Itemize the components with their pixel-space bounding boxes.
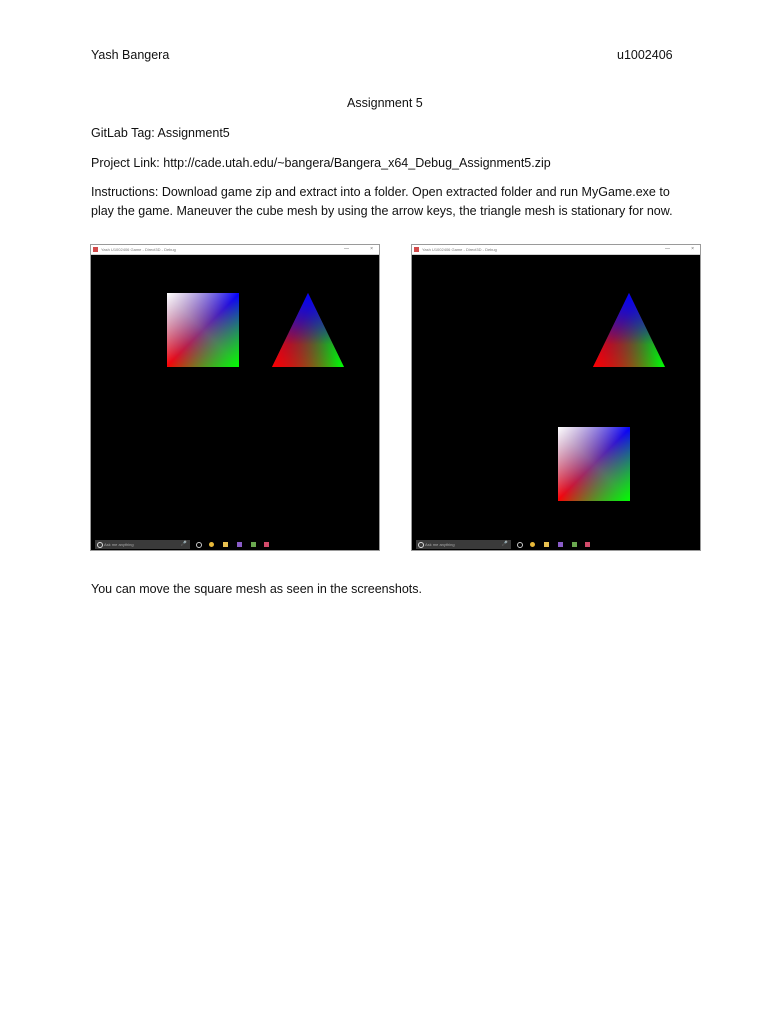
window-title: Yash U1002406 Game - Direct3D - Debug (101, 247, 176, 252)
folder-icon (544, 542, 549, 547)
screenshot-window-1 (90, 244, 380, 551)
taskbar-search (95, 540, 190, 549)
minimize-icon: — (665, 246, 670, 252)
folder-icon (223, 542, 228, 547)
footer-note: You can move the square mesh as seen in the screenshots. (91, 582, 422, 596)
document-title: Assignment 5 (347, 96, 423, 110)
taskbar (91, 539, 379, 550)
game-icon (264, 542, 269, 547)
app-icon (93, 247, 98, 252)
game-icon (585, 542, 590, 547)
cortana-icon (97, 542, 103, 548)
app-icon-green (572, 542, 577, 547)
close-icon: × (691, 246, 694, 252)
gitlab-tag: GitLab Tag: Assignment5 (91, 126, 230, 140)
instructions-paragraph: Instructions: Download game zip and extract into a folder. Open extracted folder and run MyGame.exe to play the game. Maneuver the cube mesh by using the arrow keys, the triangle mesh is stationary for now. (91, 185, 673, 218)
chrome-icon (209, 542, 214, 547)
student-id: u1002406 (617, 48, 673, 62)
app-icon (414, 247, 419, 252)
screenshot-window-2 (411, 244, 701, 551)
cortana-icon (418, 542, 424, 548)
search-placeholder: Ask me anything (425, 542, 455, 547)
window-title: Yash U1002406 Game - Direct3D - Debug (422, 247, 497, 252)
task-view-icon (517, 542, 523, 548)
triangle-mesh (593, 293, 665, 367)
chrome-icon (530, 542, 535, 547)
window-titlebar (412, 245, 700, 255)
taskbar-search (416, 540, 511, 549)
search-placeholder: Ask me anything (104, 542, 134, 547)
square-mesh (167, 293, 239, 367)
author-name: Yash Bangera (91, 48, 170, 62)
square-mesh (558, 427, 630, 501)
triangle-mesh (272, 293, 344, 367)
close-icon: × (370, 246, 373, 252)
visual-studio-icon (237, 542, 242, 547)
taskbar (412, 539, 700, 550)
window-titlebar (91, 245, 379, 255)
mic-icon: 🎤 (501, 541, 508, 547)
minimize-icon: — (344, 246, 349, 252)
project-link: Project Link: http://cade.utah.edu/~bangera/Bangera_x64_Debug_Assignment5.zip (91, 156, 551, 170)
mic-icon: 🎤 (180, 541, 187, 547)
visual-studio-icon (558, 542, 563, 547)
task-view-icon (196, 542, 202, 548)
app-icon-green (251, 542, 256, 547)
